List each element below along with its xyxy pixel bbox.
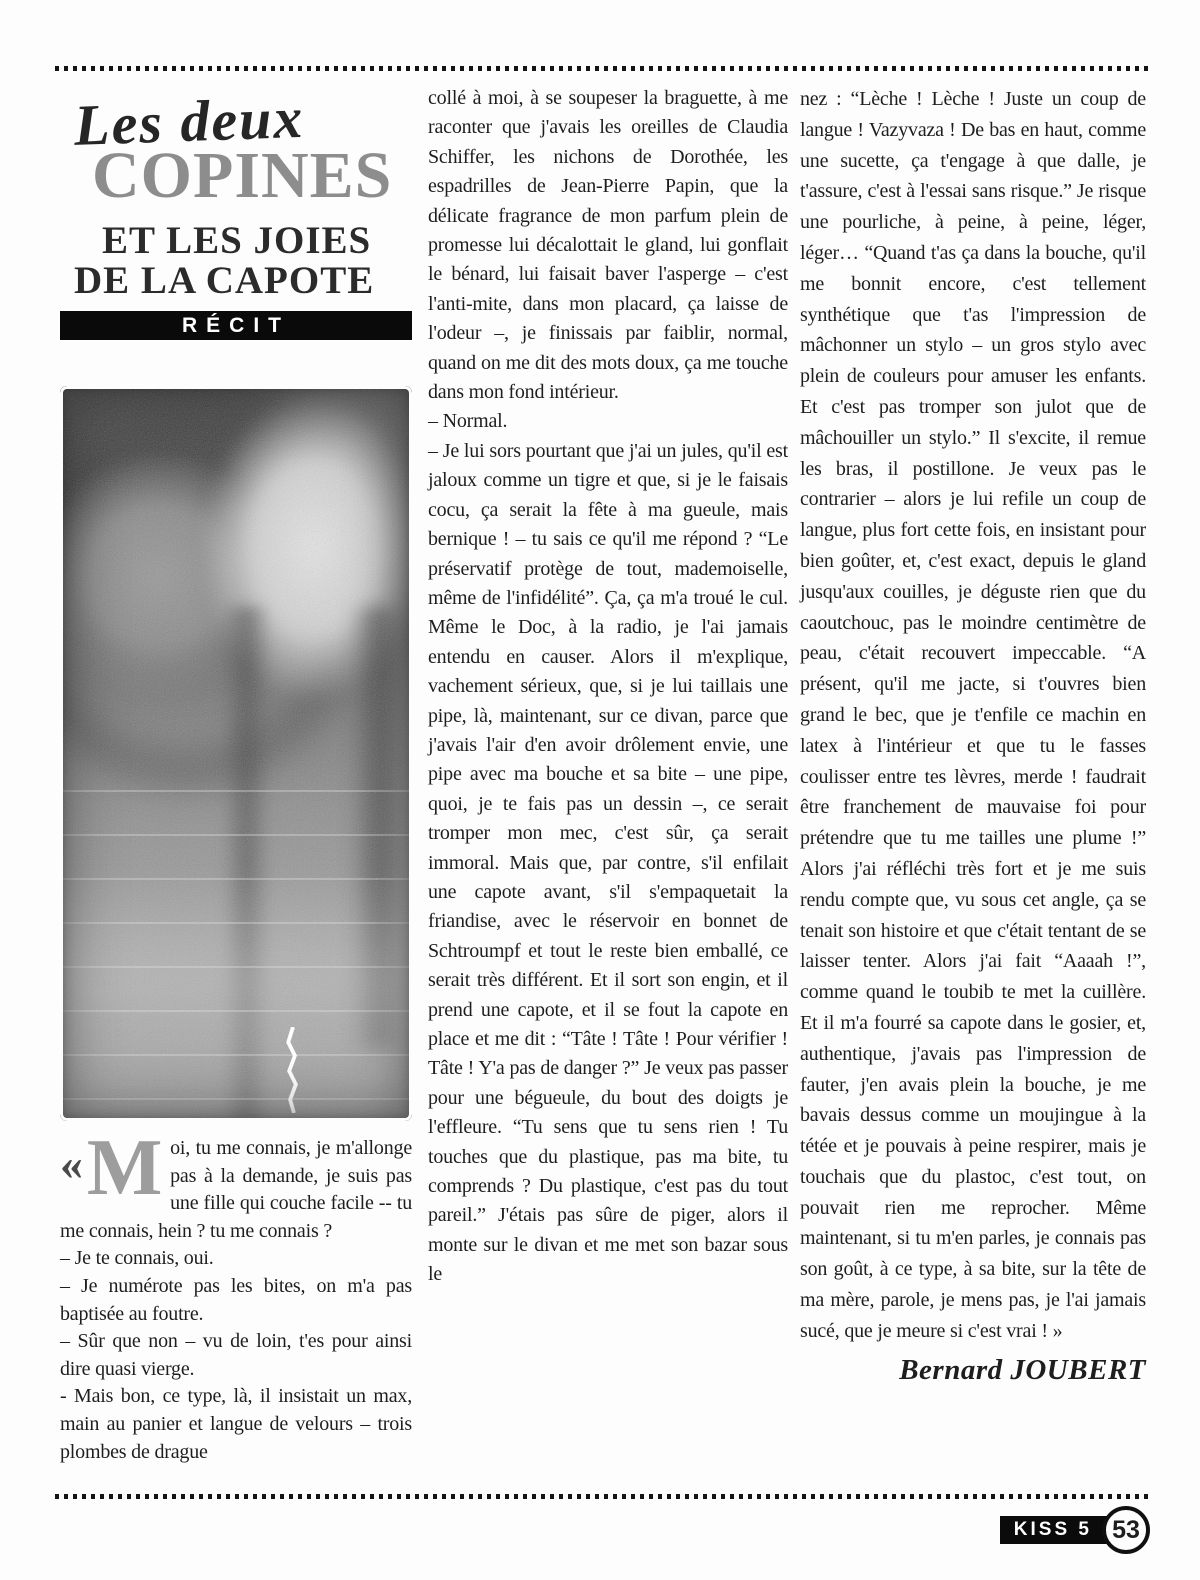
page-number-badge: 53 xyxy=(1102,1506,1150,1554)
body-paragraph xyxy=(60,1124,412,1245)
title-sub-line-1: ET LES JOIES xyxy=(102,219,372,262)
page-footer xyxy=(1000,1506,1150,1554)
body-paragraph: – Sûr que non – vu de loin, t'es pour ainsi dire quasi vierge. xyxy=(60,1330,412,1380)
title-script-line: Les deux xyxy=(72,84,306,158)
left-column-text xyxy=(60,1124,412,1466)
title-main-line: COPINES xyxy=(92,139,393,212)
magazine-badge: KISS 5 xyxy=(1000,1516,1112,1544)
body-paragraph: collé à moi, à se soupeser la braguette, à me raconter que j'avais les oreilles de Claudia Schiffer, les nichons de Dorothée, les espadrilles de Jean-Pierre Papin, que la délicate fragrance de mon parfum plein de promesse lui décalottait le gland, lui gonflait le bénard, lui faisait baver l'asperge – c'est l'anti-mite, dans mon placard, ça laisse de l'odeur –, je finissais par faiblir, normal, quand on me dit des mots doux, ça me touche dans mon fond intérieur. xyxy=(428,87,788,404)
dotted-rule-top xyxy=(55,66,1150,71)
body-paragraph: - Mais bon, ce type, là, il insistait un max, main au panier et langue de velours – trois plombes de drague xyxy=(60,1385,412,1463)
left-column xyxy=(60,80,412,1466)
middle-column xyxy=(428,84,788,1290)
photo-vignette xyxy=(60,386,412,1121)
article-photo xyxy=(60,386,412,1121)
right-column xyxy=(800,84,1146,1385)
byline: Bernard JOUBERT xyxy=(899,1353,1146,1386)
body-paragraph: – Je numérote pas les bites, on m'a pas baptisée au foutre. xyxy=(60,1274,412,1325)
paragraph-text: oi, tu me connais, je m'allonge pas à la demande, je suis pas une fille qui couche facile -- tu me connais, hein ? tu me connais ? xyxy=(60,1137,412,1242)
body-paragraph: – Je lui sors pourtant que j'ai un jules, qu'il est jaloux comme un tigre et que, si je le faisais cocu, ça serait la fête à ma gueule, mais bernique ! – tu sais ce qu'il me répond ? “Le préservatif protège de tout, mademoiselle, même de l'infidélité”. Ça, ça m'a troué le cul. Même le Doc, à la radio, je l'ai jamais entendu en causer. Alors il m'explique, vachement sérieux, que, si je lui taillais une pipe, là, maintenant, sur ce divan, parce que j'avais l'air d'en avoir drôlement envie, une pipe avec ma bouche et sa bite – une pipe, quoi, je te fais pas un dessin –, ce serait tromper mon mec, c'est sûr, ça serait immoral. Mais que, par contre, s'il enfilait une capote avant, s'il s'empaquetait la friandise, avec le réservoir en bonnet de Schtroumpf et tout le reste bien emballé, ce serait très différent. Et il sort son engin, et il prend une capote, et il se fout la capote en place et me dit : “Tâte ! Tâte ! Pour vérifier ! Tâte ! Y'a pas de danger ?” Je veux pas passer pour une bégueule, du bout des doigts je l'effleure. “Tu sens que tu sens rien ! Tu touches que du plastique, pas ma bite, tu comprends ? Du plastique, c'est pas du tout pareil.” J'étais pas sûre de piger, alors il monte sur le divan et me met son bazar sous le xyxy=(428,439,788,1286)
opening-quote-mark: « xyxy=(60,1138,83,1189)
body-paragraph: – Je te connais, oui. xyxy=(60,1247,214,1270)
recit-banner: RÉCIT xyxy=(60,311,412,340)
body-paragraph: – Normal. xyxy=(428,410,508,433)
drop-cap: M xyxy=(86,1124,163,1212)
title-sub-line-2: DE LA CAPOTE xyxy=(74,259,375,302)
body-paragraph: nez : “Lèche ! Lèche ! Juste un coup de langue ! Vazyvaza ! De bas en haut, comme une sucette, ça t'engage à que dalle, je t'assure, c'est à l'essai sans risque.” Je risque une pourliche, à peine, à peine, léger, léger… “Quand t'as ça dans la bouche, qu'il me bonnit encore, c'est tellement synthétique que t'as l'impression de mâchonner un stylo – un gros stylo avec plein de couleurs pour amuser les enfants. Et c'est pas tromper son julot que de mâchouiller un stylo.” Il s'excite, il remue les bras, il postillone. Je veux pas le contrarier – alors je lui refile un coup de langue, plus fort cette fois, en insistant pour bien goûter, et, c'est exact, depuis le gland jusqu'aux couilles, je déguste rien que du caoutchouc, pas le moindre centimètre de peau, c'était recouvert impeccable. “A présent, qu'il me jacte, si t'ouvres bien grand le bec, que je t'enfile ce machin en latex à l'intérieur et que tu le fasses coulisser entre tes lèvres, merde ! faudrait être franchement de mauvaise foi pour prétendre que tu me tailles une plume !” Alors j'ai réfléchi très fort et je me suis rendu compte que, vu sous cet angle, ça se tenait son histoire et que c'était tentant de se laisser tenter. Alors j'ai fait “Aaaah !”, comme quand le toubib te met la cuillère. Et il m'a fourré sa capote dans le gosier, et, authentique, j'avais pas l'impression de fauter, j'en avais plein la bouche, je me bavais dessus comme un moujingue à la tétée et je pouvais à peine respirer, mais je touchais que du plastoc, c'est tout, on pouvait rien me reprocher. Même maintenant, si tu m'en parles, je connais pas son goût, à ce type, à sa bite, sur la tête de ma mère, parole, je mens pas, je l'ai jamais sucé, que je meure si c'est vrai ! » xyxy=(800,88,1146,1342)
dotted-rule-bottom xyxy=(55,1494,1150,1499)
